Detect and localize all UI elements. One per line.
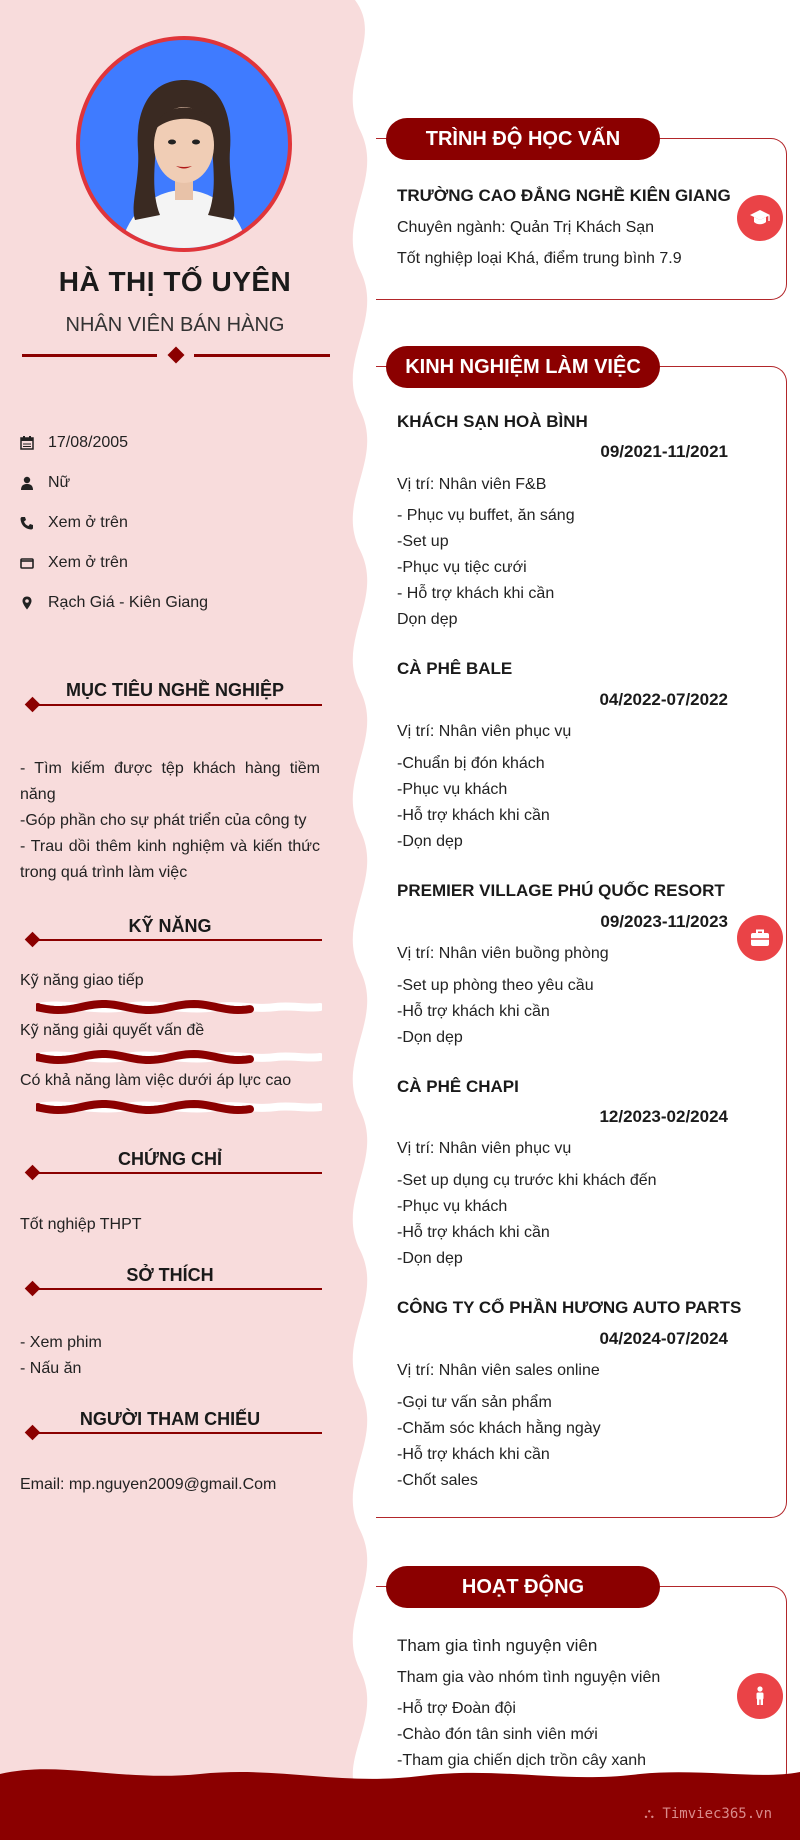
job-task: Dọn dẹp [397,611,458,628]
job-task: -Set up phòng theo yêu cầu [397,977,594,994]
title-divider-left [22,354,157,357]
job-company: CÀ PHÊ CHAPI [397,1077,519,1096]
certificates-line [34,1172,322,1174]
skill-level-bar [36,1050,322,1064]
email-icon [20,556,34,570]
job-company: PREMIER VILLAGE PHÚ QUỐC RESORT [397,881,725,900]
job-role: Vị trí: Nhân viên phục vụ [397,723,572,740]
job-task: -Hỗ trợ khách khi cần [397,1224,550,1241]
references-line [34,1432,322,1434]
title-divider-right [194,354,330,357]
job-period: 09/2023-11/2023 [600,912,728,931]
activity-line: Tham gia vào nhóm tình nguyện viên [397,1669,661,1686]
job-task: -Hỗ trợ khách khi cần [397,1446,550,1463]
job-role: Vị trí: Nhân viên sales online [397,1362,600,1379]
person-standing-icon [749,1685,771,1707]
info-gender [20,474,70,492]
job-period: 04/2024-07/2024 [599,1329,728,1348]
job-task: -Chăm sóc khách hằng ngày [397,1420,601,1437]
location-icon [20,596,34,610]
job-task: -Set up dụng cụ trước khi khách đến [397,1172,657,1189]
job-role: Vị trí: Nhân viên buồng phòng [397,945,609,962]
skill-name: Kỹ năng giải quyết vấn đề [20,1022,205,1039]
skills-line [34,939,322,941]
skill-level-bar [36,1000,322,1014]
references-title: NGƯỜI THAM CHIẾU [79,1409,261,1429]
reference-email: Email: mp.nguyen2009@gmail.Com [20,1476,277,1493]
hobbies-title: SỞ THÍCH [126,1265,214,1285]
job-role: Vị trí: Nhân viên F&B [397,476,547,493]
info-text: 17/08/2005 [48,434,129,451]
info-text: Xem ở trên [48,554,128,571]
experience-title: KINH NGHIỆM LÀM VIỆC [386,346,660,388]
job-period: 12/2023-02/2024 [599,1107,728,1126]
calendar-icon [20,436,34,450]
graduation-cap-icon [749,207,771,229]
education-icon-badge [737,195,783,241]
job-company: KHÁCH SẠN HOÀ BÌNH [397,412,588,431]
job-period: 09/2021-11/2021 [600,442,728,461]
education-major: Chuyên ngành: Quản Trị Khách Sạn [397,219,655,236]
education-result: Tốt nghiệp loại Khá, điểm trung bình 7.9 [397,250,682,267]
education-title: TRÌNH ĐỘ HỌC VẤN [386,118,660,160]
job-task: -Set up [397,533,449,550]
footer-wave [0,1764,800,1840]
briefcase-icon [749,927,771,949]
watermark-text: Timviec365.vn [662,1806,772,1822]
activities-icon-badge [737,1673,783,1719]
activity-line: Tham gia tình nguyện viên [397,1636,598,1655]
avatar [76,36,292,252]
skill-name: Có khả năng làm việc dưới áp lực cao [20,1072,292,1089]
education-school: TRƯỜNG CAO ĐẲNG NGHỀ KIÊN GIANG [397,186,731,205]
job-role: Vị trí: Nhân viên phục vụ [397,1140,572,1157]
watermark [644,1806,772,1822]
hobby-item: - Xem phim [20,1334,102,1351]
person-icon [20,476,34,490]
info-email [20,554,128,572]
job-task: -Chuẩn bị đón khách [397,755,545,772]
job-task: -Hỗ trợ khách khi cần [397,1003,550,1020]
objective-line-3: - Trau dồi thêm kinh nghiệm và kiến thức trong quá trình làm việc [20,838,320,881]
job-task: -Chốt sales [397,1472,478,1489]
info-text: Xem ở trên [48,514,128,531]
job-task: -Phục vụ khách [397,781,508,798]
info-text: Rạch Giá - Kiên Giang [48,594,209,611]
job-task: -Dọn dẹp [397,1029,463,1046]
job-task: -Gọi tư vấn sản phẩm [397,1394,552,1411]
info-birthdate [20,434,128,452]
job-task: - Phục vụ buffet, ăn sáng [397,507,575,524]
skills-title: KỸ NĂNG [128,916,212,936]
phone-icon [20,516,34,530]
experience-icon-badge [737,915,783,961]
info-address [20,594,208,612]
job-task: -Phục vụ tiệc cưới [397,559,527,576]
job-task: -Hỗ trợ khách khi cần [397,807,550,824]
skill-name: Kỹ năng giao tiếp [20,972,144,989]
job-task: -Dọn dẹp [397,1250,463,1267]
objective-line-2: -Góp phần cho sự phát triển của công ty [20,812,307,829]
job-company: CÔNG TY CỔ PHẦN HƯƠNG AUTO PARTS [397,1298,742,1317]
candidate-name: HÀ THỊ TỐ UYÊN [58,266,292,297]
job-company: CÀ PHÊ BALE [397,659,513,678]
objective-title: MỤC TIÊU NGHỀ NGHIỆP [65,680,284,700]
hobbies-line [34,1288,322,1290]
job-period: 04/2022-07/2022 [599,690,728,709]
candidate-position: NHÂN VIÊN BÁN HÀNG [65,314,285,336]
job-task: -Phục vụ khách [397,1198,508,1215]
info-phone [20,514,128,532]
hobby-item: - Nấu ăn [20,1360,82,1377]
job-task: - Hỗ trợ khách khi cần [397,585,555,602]
skill-level-bar [36,1100,322,1114]
certificates-title: CHỨNG CHỈ [118,1149,222,1169]
certificate-item: Tốt nghiệp THPT [20,1216,142,1233]
job-task: -Dọn dẹp [397,833,463,850]
activity-line: -Tham gia chiến dịch trồn cây xanh [397,1752,647,1769]
activity-line: -Hỗ trợ Đoàn đội [397,1700,516,1717]
watermark-icon: ⛬ [644,1806,663,1822]
activities-title: HOẠT ĐỘNG [386,1566,660,1608]
objective-line-1: - Tìm kiếm được tệp khách hàng tiềm năng [20,760,320,803]
activity-line: -Chào đón tân sinh viên mới [397,1726,598,1743]
info-text: Nữ [48,474,71,491]
objective-line [34,704,322,706]
